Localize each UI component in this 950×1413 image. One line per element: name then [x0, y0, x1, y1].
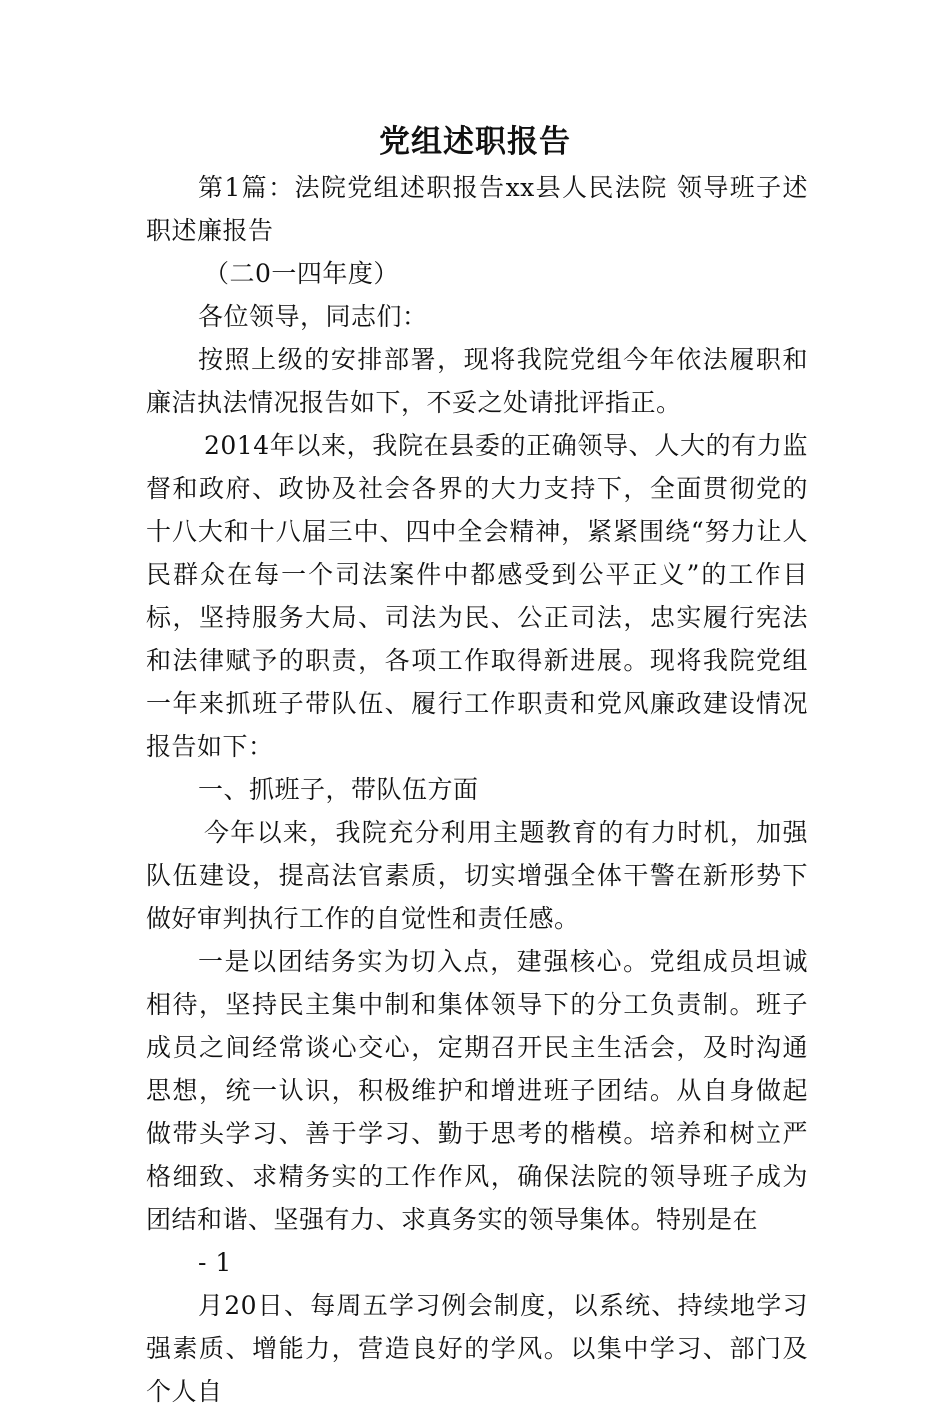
document-title: 党组述职报告: [379, 124, 571, 160]
paragraph-team-building: 今年以来，我院充分利用主题教育的有力时机，加强队伍建设，提高法官素质，切实增强全体干警在新形势下做好审判执行工作的自觉性和责任感。: [146, 818, 808, 933]
paragraph-continuation: 月20日、每周五学习例会制度，以系统、持续地学习强素质、增能力，营造良好的学风。以集中学习、部门及个人自: [146, 1291, 808, 1406]
paragraph-heading-line: 第1篇：法院党组述职报告xx县人民法院 领导班子述职述廉报告: [146, 173, 808, 245]
paragraph-intro: 按照上级的安排部署，现将我院党组今年依法履职和廉洁执法情况报告如下，不妥之处请批评指正。: [146, 345, 808, 417]
paragraph-overview: 2014年以来，我院在县委的正确领导、人大的有力监督和政府、政协及社会各界的大力支持下，全面贯彻党的十八大和十八届三中、四中全会精神，紧紧围绕“努力让人民群众在每一个司法案件中都感受到公平正义”的工作目标，坚持服务大局、司法为民、公正司法，忠实履行宪法和法律赋予的职责，各项工作取得新进展。现将我院党组一年来抓班子带队伍、履行工作职责和党风廉政建设情况报告如下：: [146, 431, 808, 761]
paragraph-salutation: 各位领导，同志们：: [198, 302, 428, 331]
section-heading: 一、抓班子，带队伍方面: [198, 775, 479, 804]
paragraph-point-one: 一是以团结务实为切入点，建强核心。党组成员坦诚相待，坚持民主集中制和集体领导下的分工负责制。班子成员之间经常谈心交心，定期召开民主生活会，及时沟通思想，统一认识，积极维护和增进班子团结。从自身做起做带头学习、善于学习、勤于思考的楷模。培养和树立严格细致、求精务实的工作作风，确保法院的领导班子成为团结和谐、坚强有力、求真务实的领导集体。特别是在: [146, 947, 808, 1234]
page-number: - 1: [198, 1248, 232, 1277]
document-body: [146, 166, 808, 1413]
paragraph-year: （二0一四年度）: [204, 259, 399, 288]
